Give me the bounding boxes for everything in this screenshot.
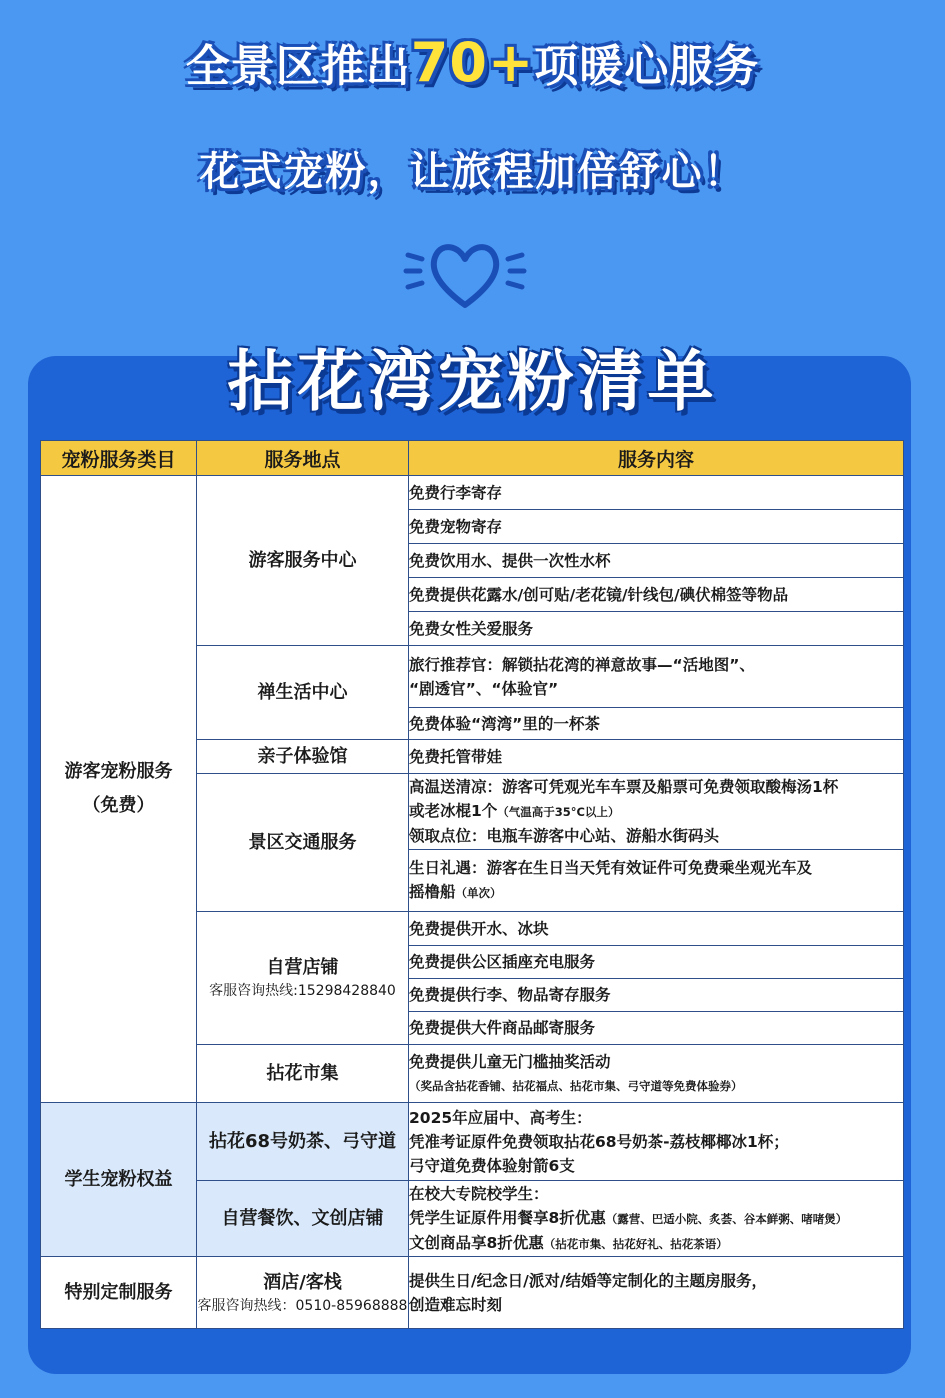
service-text: 摇橹船 <box>409 883 456 901</box>
service-line: 提供生日/纪念日/派对/结婚等定制化的主题房服务， <box>409 1271 767 1290</box>
service-item: 免费女性关爱服务 <box>409 612 904 646</box>
service-item <box>409 1257 904 1329</box>
headline-main <box>0 30 945 94</box>
location-visitor-center: 游客服务中心 <box>197 476 409 646</box>
service-item <box>409 646 904 708</box>
service-text: 凭学生证原件用餐享8折优惠 <box>409 1208 606 1227</box>
category-student: 学生宠粉权益 <box>41 1103 197 1257</box>
header-location: 服务地点 <box>197 441 409 476</box>
panel-title: 拈花湾宠粉清单 <box>227 343 718 420</box>
service-item: 免费提供行李、物品寄存服务 <box>409 979 904 1012</box>
service-item: 免费提供花露水/创可贴/老花镜/针线包/碘伏棉签等物品 <box>409 578 904 612</box>
service-line: 弓守道免费体验射箭6支 <box>409 1156 575 1175</box>
headline-suffix: 项暖心服务 <box>534 41 760 92</box>
location-transport: 景区交通服务 <box>197 774 409 912</box>
table-row <box>41 1103 904 1181</box>
service-line: 高温送清凉：游客可凭观光车车票及船票可免费领取酸梅汤1杯 <box>409 778 839 796</box>
table-header-row <box>41 441 904 476</box>
service-text: 或老冰棍1个 <box>409 802 498 820</box>
table-row <box>41 1257 904 1329</box>
headline-sub: 花式宠粉，让旅程加倍舒心！ <box>199 149 746 195</box>
headline-highlight: 70+ <box>410 31 535 94</box>
service-note: （奖品含拈花香铺、拈花福点、拈花市集、弓守道等免费体验券） <box>409 1078 743 1093</box>
category-name: 游客宠粉服务 <box>64 761 173 782</box>
category-visitor <box>41 476 197 1103</box>
service-line: “剧透官”、“体验官” <box>409 679 559 698</box>
service-line: 生日礼遇：游客在生日当天凭有效证件可免费乘坐观光车及 <box>409 859 813 877</box>
location-kids: 亲子体验馆 <box>197 740 409 774</box>
heart-icon <box>400 225 530 315</box>
location-zen-life: 禅生活中心 <box>197 646 409 740</box>
service-item: 免费行李寄存 <box>409 476 904 510</box>
service-item: 免费体验“湾湾”里的一杯茶 <box>409 708 904 740</box>
location-dining: 自营餐饮、文创店铺 <box>197 1181 409 1257</box>
service-item <box>409 774 904 850</box>
service-item: 免费提供大件商品邮寄服务 <box>409 1012 904 1045</box>
service-line <box>409 1231 903 1256</box>
category-special: 特别定制服务 <box>41 1257 197 1329</box>
service-item: 免费提供公区插座充电服务 <box>409 946 904 979</box>
location-name: 自营店铺 <box>266 957 339 978</box>
service-item <box>409 1181 904 1257</box>
service-line <box>409 1206 903 1231</box>
location-hotel <box>197 1257 409 1329</box>
header-content: 服务内容 <box>409 441 904 476</box>
hotline-text: 客服咨询热线：0510-85968888 <box>197 1297 408 1314</box>
service-line: 创造难忘时刻 <box>409 1295 503 1314</box>
service-line: 在校大专院校学生： <box>409 1184 549 1203</box>
service-line: 领取点位：电瓶车游客中心站、游船水街码头 <box>409 827 720 845</box>
location-market: 拈花市集 <box>197 1045 409 1103</box>
service-line: 2025年应届中、高考生： <box>409 1108 592 1127</box>
service-line <box>409 799 903 824</box>
service-note: （气温高于35°C以上） <box>497 805 620 819</box>
location-name: 酒店/客栈 <box>263 1271 342 1293</box>
service-table <box>40 440 904 1329</box>
service-line: 旅行推荐官：解锁拈花湾的禅意故事—“活地图”、 <box>409 655 755 674</box>
service-item: 免费饮用水、提供一次性水杯 <box>409 544 904 578</box>
service-item <box>409 850 904 912</box>
service-text: 文创商品享8折优惠 <box>409 1233 544 1252</box>
service-note: （露营、巴适小院、炙荟、谷本鲜粥、啫啫煲） <box>605 1211 848 1226</box>
service-item: 免费宠物寄存 <box>409 510 904 544</box>
service-line: 免费提供儿童无门槛抽奖活动 <box>409 1052 611 1071</box>
location-milk-tea: 拈花68号奶茶、弓守道 <box>197 1103 409 1181</box>
table-row <box>41 476 904 510</box>
service-item: 免费托管带娃 <box>409 740 904 774</box>
service-line <box>409 880 903 905</box>
category-note: （免费） <box>82 795 155 816</box>
service-note: （单次） <box>455 886 502 900</box>
service-item <box>409 1103 904 1181</box>
hotline-text: 客服咨询热线:15298428840 <box>209 983 396 999</box>
header-category: 宠粉服务类目 <box>41 441 197 476</box>
location-shop <box>197 912 409 1045</box>
service-note: （拈花市集、拈花好礼、拈花茶语） <box>543 1236 728 1251</box>
service-line: 凭准考证原件免费领取拈花68号奶茶-荔枝椰椰冰1杯； <box>409 1132 789 1151</box>
headline-prefix: 全景区推出 <box>185 41 411 92</box>
service-item <box>409 1045 904 1103</box>
service-item: 免费提供开水、冰块 <box>409 912 904 946</box>
